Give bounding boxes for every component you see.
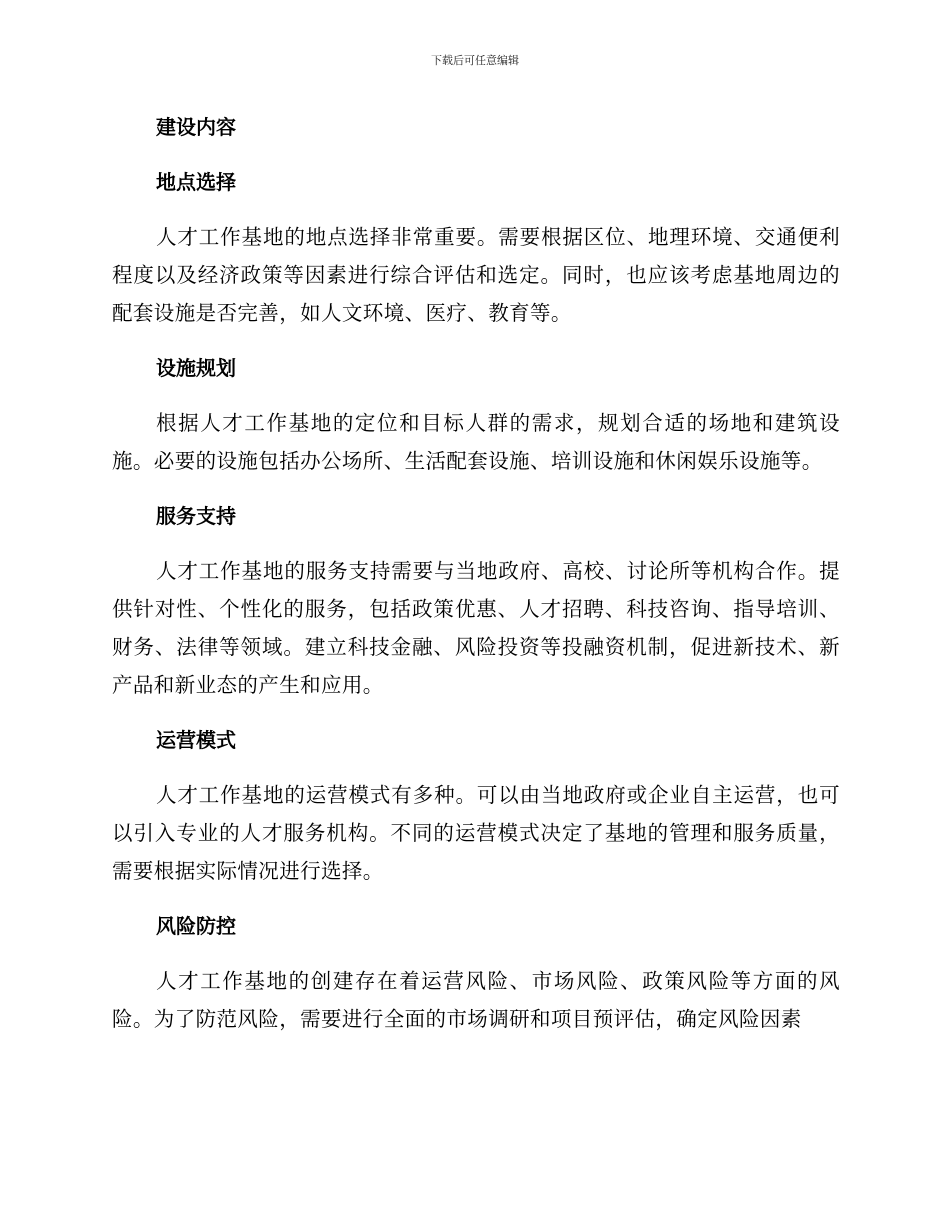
paragraph-location: 人才工作基地的地点选择非常重要。需要根据区位、地理环境、交通便利程度以及经济政策等因素进行综合评估和选定。同时，也应该考虑基地周边的配套设施是否完善，如人文环境、医疗、教育等。 <box>112 225 840 325</box>
section-title: 建设内容 <box>156 115 236 139</box>
paragraph-services: 人才工作基地的服务支持需要与当地政府、高校、讨论所等机构合作。提供针对性、个性化的服务，包括政策优惠、人才招聘、科技咨询、指导培训、财务、法律等领域。建立科技金融、风险投资等投融资机制，促进新技术、新产品和新业态的产生和应用。 <box>112 559 840 697</box>
paragraph-risk: 人才工作基地的创建存在着运营风险、市场风险、政策风险等方面的风险。为了防范风险，需要进行全面的市场调研和项目预评估，确定风险因素 <box>112 969 840 1031</box>
subsection-heading-services: 服务支持 <box>156 504 236 528</box>
subsection-heading-location: 地点选择 <box>156 170 236 194</box>
document-body <box>112 108 840 1038</box>
paragraph-operation: 人才工作基地的运营模式有多种。可以由当地政府或企业自主运营，也可以引入专业的人才服务机构。不同的运营模式决定了基地的管理和服务质量，需要根据实际情况进行选择。 <box>112 783 840 883</box>
page-header: 下载后可任意编辑 <box>431 54 519 67</box>
paragraph-facilities: 根据人才工作基地的定位和目标人群的需求，规划合适的场地和建筑设施。必要的设施包括办公场所、生活配套设施、培训设施和休闲娱乐设施等。 <box>112 411 840 473</box>
subsection-heading-facilities: 设施规划 <box>156 356 236 380</box>
subsection-heading-operation: 运营模式 <box>156 728 236 752</box>
subsection-heading-risk: 风险防控 <box>156 914 236 938</box>
